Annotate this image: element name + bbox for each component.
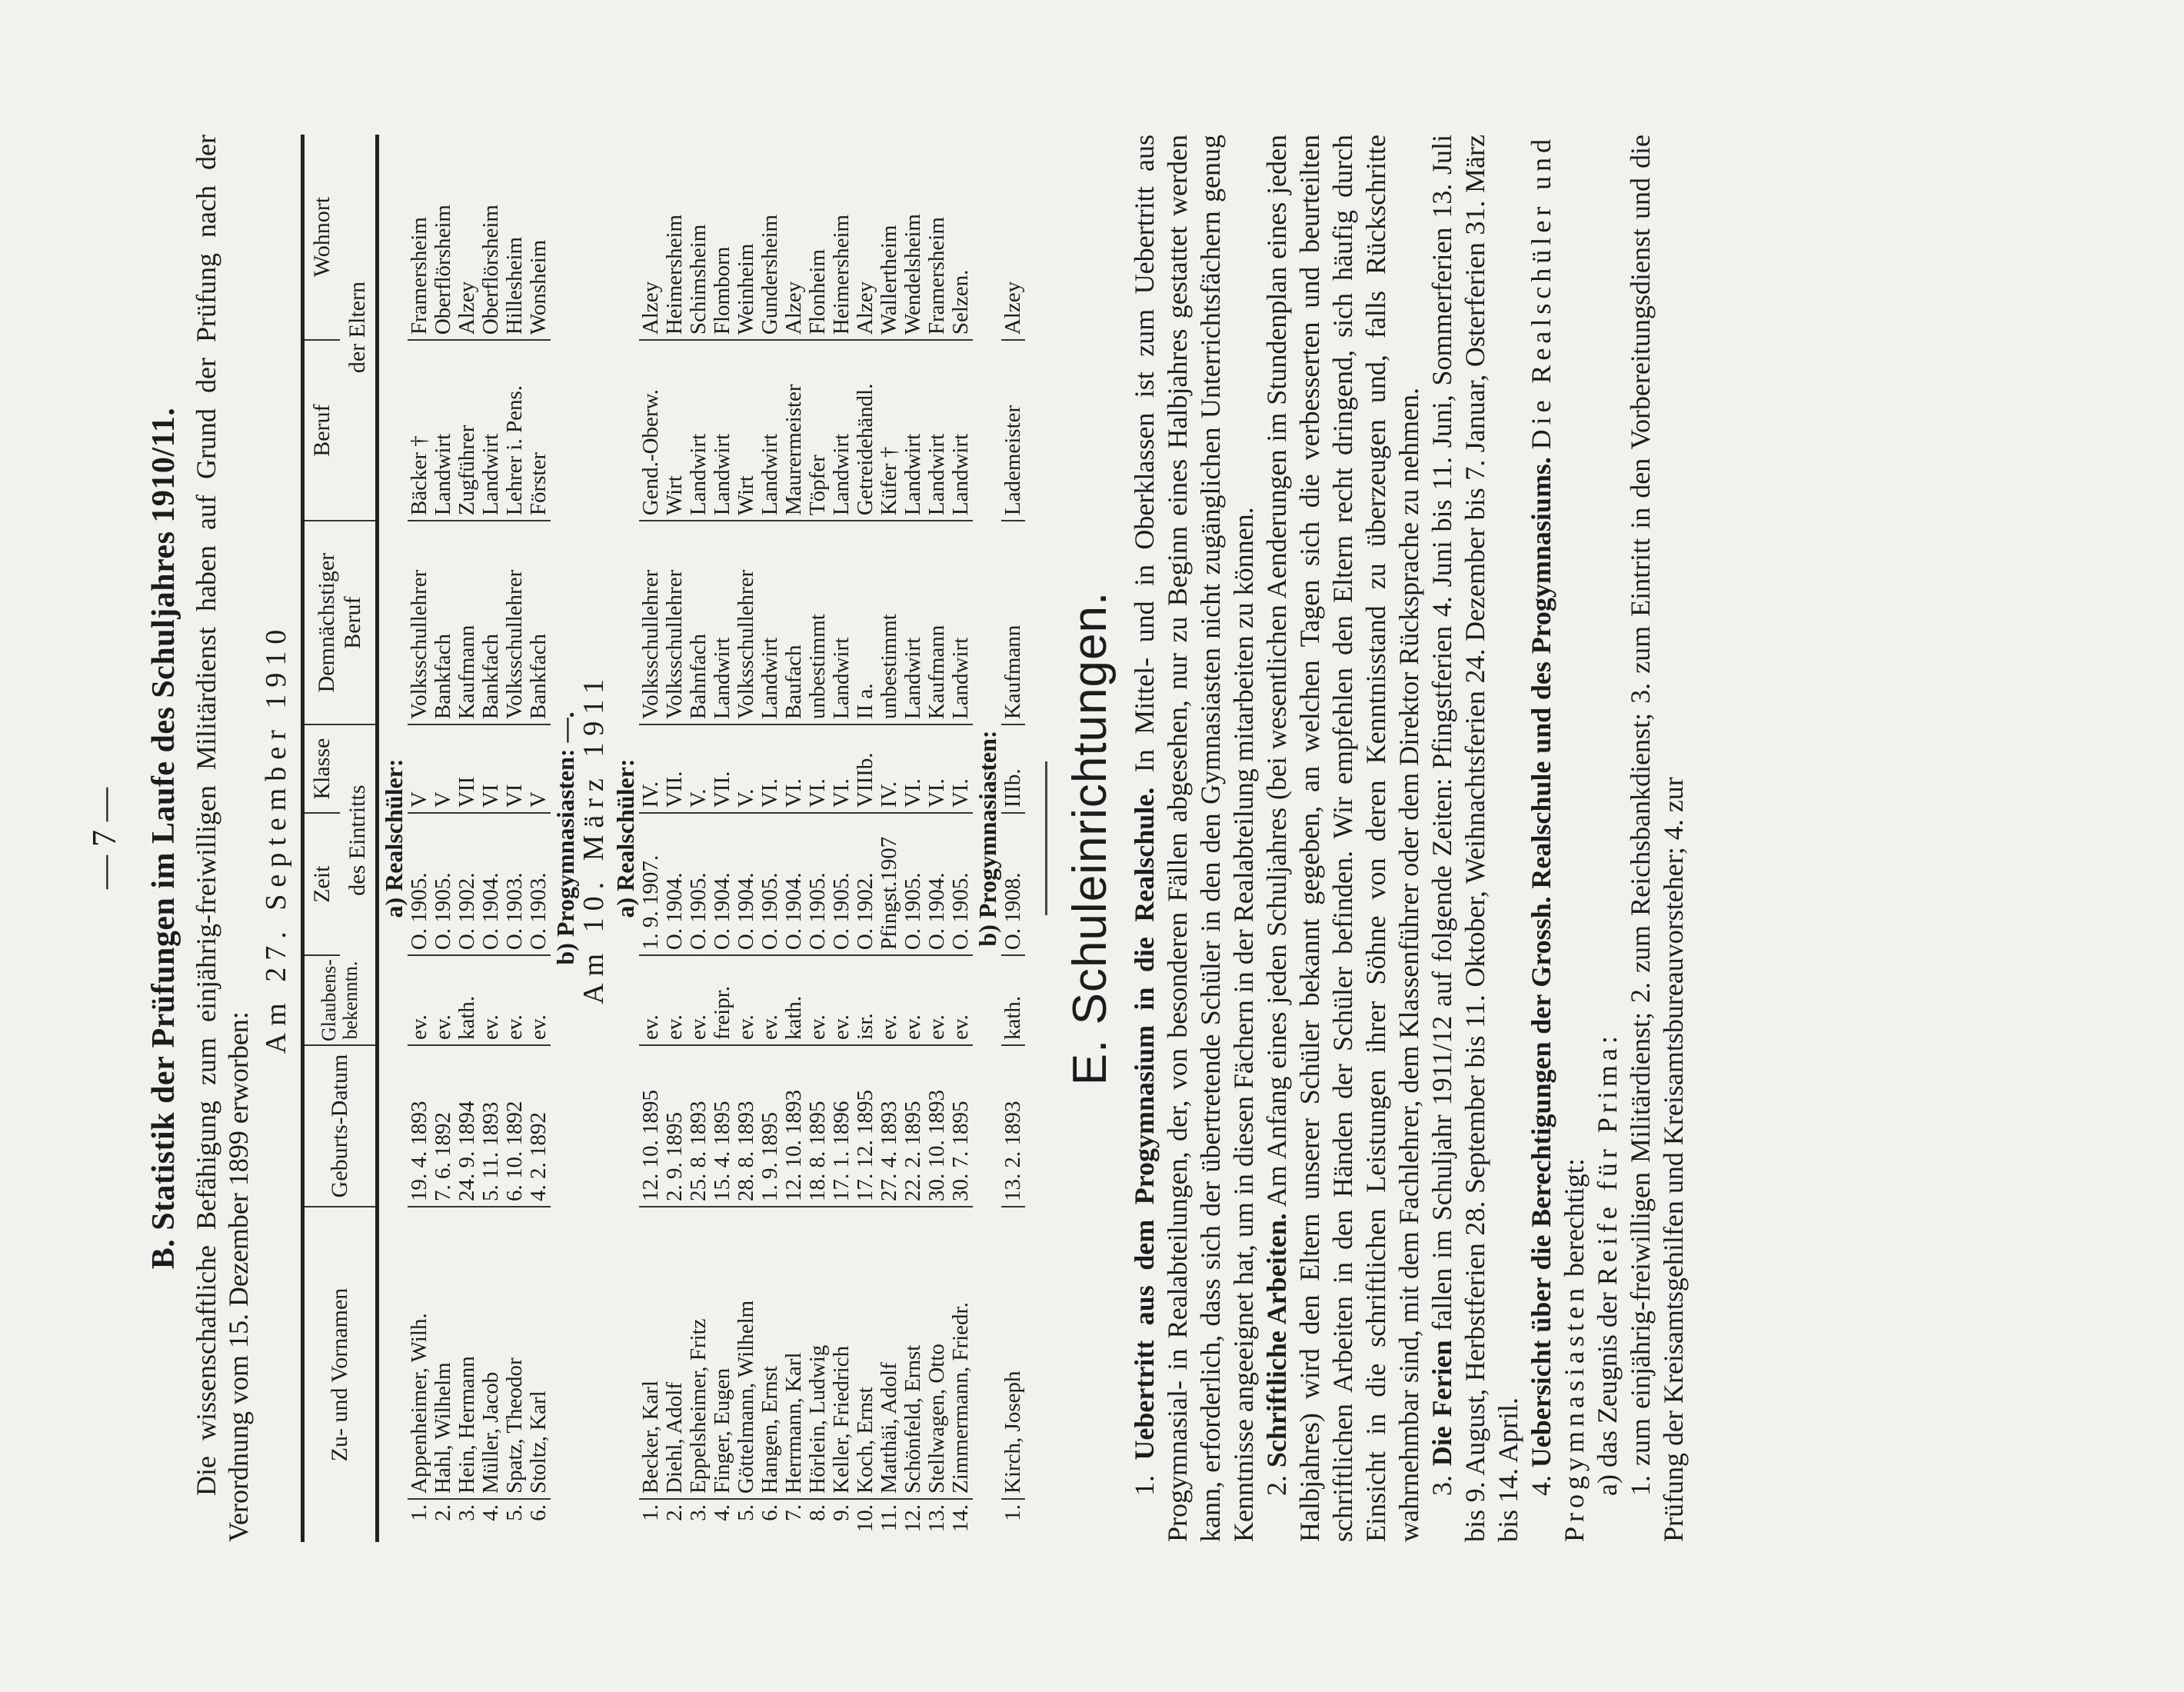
paragraph-2-title: Schriftliche Arbeiten. (1261, 1213, 1292, 1468)
header-name: Zu- und Vornamen (327, 1287, 352, 1462)
parent-profession: Wirt (734, 340, 758, 521)
entry-time: O. 1903. (527, 813, 551, 955)
birth-date: 13. 2. 1893 (1001, 1045, 1025, 1207)
student-name: Koch, Ernst (854, 1207, 877, 1499)
row-number: 8. (805, 1504, 830, 1521)
parent-profession: Töpfer (806, 340, 830, 521)
table-row (455, 135, 479, 1542)
row-number: 11. (877, 1504, 901, 1532)
parent-residence: Selzen. (949, 135, 973, 340)
student-name: Göttelmann, Wilhelm (734, 1207, 758, 1499)
row-number: 1. (1000, 1504, 1025, 1521)
parent-residence: Framersheim (925, 135, 949, 340)
parent-residence: Wendelsheim (901, 135, 925, 340)
future-profession: unbestimmt (877, 521, 901, 724)
religion: ev. (877, 955, 901, 1045)
parent-residence: Oberflörsheim (479, 135, 503, 340)
section-separator (1045, 761, 1047, 915)
group-3-rows (1001, 135, 1025, 1542)
parent-residence: Heimersheim (830, 135, 854, 340)
future-profession: Bahnfach (687, 521, 711, 724)
table-header-row (303, 135, 341, 1542)
row-number: 3. (686, 1504, 711, 1521)
table-row (901, 135, 925, 1542)
parent-profession: Landwirt (431, 340, 455, 521)
table-row (431, 135, 455, 1542)
header-job: Beruf (303, 340, 341, 521)
future-profession: Landwirt (758, 521, 782, 724)
paragraph-2-number: 2. (1261, 1475, 1292, 1496)
header-religion: Glaubens-bekenntn. (303, 955, 378, 1045)
future-profession: Landwirt (830, 521, 854, 724)
parent-residence: Framersheim (408, 135, 431, 340)
row-number: 9. (829, 1504, 854, 1521)
table-row (639, 135, 663, 1542)
parent-profession: Landwirt (830, 340, 854, 521)
parent-profession: Wirt (663, 340, 687, 521)
parent-profession: Landwirt (687, 340, 711, 521)
row-number: 13. (924, 1504, 949, 1533)
group-label-realschueler-2: a) Realschüler: (611, 758, 639, 918)
future-profession: Volksschullehrer (639, 521, 663, 724)
entry-class: VI. (949, 724, 973, 813)
entry-class: VI. (782, 724, 806, 813)
entry-time: O. 1908. (1001, 813, 1025, 955)
group-label-realschueler: a) Realschüler: (380, 758, 408, 918)
row-number: 1. (407, 1504, 431, 1521)
student-name: Keller, Friedrich (830, 1207, 854, 1499)
future-profession: II a. (854, 521, 877, 724)
parent-residence: Wonsheim (527, 135, 551, 340)
religion: ev. (663, 955, 687, 1045)
header-residence: Wohnort (303, 135, 341, 340)
student-name: Stoltz, Karl (527, 1207, 551, 1499)
entry-class: V (408, 724, 431, 813)
paragraph-2 (1260, 135, 1426, 1542)
entry-class: V (431, 724, 455, 813)
entry-class: V (527, 724, 551, 813)
paragraph-1-text: In Mittel- und in Oberklassen ist zum Uebertritt aus Progymnasial- in Realabteilungen, der, von besonderen Fällen abgesehen, nur zu Beginn eines Halbjahres gestattet werden kann, erforderlich, dass sich der übertretende Schüler in den den Gymnasiasten nicht zugänglichen Unterrichtsfächern genug Kenntnisse angeeignet hat, um in diesen Fächern in der Realabteilung mitarbeiten zu können. (1129, 134, 1259, 1542)
entry-class: IV. (877, 724, 901, 813)
table-row (479, 135, 503, 1542)
birth-date: 30. 7. 1895 (949, 1045, 973, 1207)
parent-profession: Bäcker † (408, 340, 431, 521)
parent-profession: Gend.-Oberw. (639, 340, 663, 521)
entry-class: V. (687, 724, 711, 813)
birth-date: 27. 4. 1893 (877, 1045, 901, 1207)
religion: ev. (687, 955, 711, 1045)
birth-date: 12. 10. 1895 (639, 1045, 663, 1207)
entry-class: V. (734, 724, 758, 813)
entry-class: VI. (806, 724, 830, 813)
row-number: 5. (734, 1504, 758, 1521)
entry-time: O. 1902. (854, 813, 877, 955)
table-row (711, 135, 734, 1542)
header-class: Klasse (303, 724, 341, 813)
entry-time: O. 1904. (734, 813, 758, 955)
section-e-title: E. Schuleinrichtungen. (1064, 591, 1117, 1086)
header-future-job: Demnächstiger Beruf (303, 521, 378, 724)
paragraph-4 (1525, 135, 1591, 1542)
student-name: Matthäi, Adolf (877, 1207, 901, 1499)
future-profession: unbestimmt (806, 521, 830, 724)
future-profession: Volksschullehrer (663, 521, 687, 724)
religion: freipr. (711, 955, 734, 1045)
row-number: 1. (638, 1504, 663, 1521)
parent-residence: Flonheim (806, 135, 830, 340)
parent-profession: Landwirt (758, 340, 782, 521)
table-row (949, 135, 973, 1542)
entry-class: IIIb. (1001, 724, 1025, 813)
page-number: — 7 — (85, 788, 123, 889)
future-profession: Volksschullehrer (734, 521, 758, 724)
religion: ev. (830, 955, 854, 1045)
parent-residence: Hillesheim (503, 135, 527, 340)
entry-class: IV. (639, 724, 663, 813)
parent-profession: Lehrer i. Pens. (503, 340, 527, 521)
future-profession: Bankfach (527, 521, 551, 724)
student-name: Hahl, Wilhelm (431, 1207, 455, 1499)
parent-profession: Zugführer (455, 340, 479, 521)
parent-residence: Flomborn (711, 135, 734, 340)
parent-profession: Landwirt (949, 340, 973, 521)
birth-date: 18. 8. 1895 (806, 1045, 830, 1207)
religion: ev. (503, 955, 527, 1045)
parent-residence: Alzey (782, 135, 806, 340)
entry-time: O. 1905. (830, 813, 854, 955)
exam-statistics-table (301, 135, 1025, 1542)
student-name: Hörlein, Ludwig (806, 1207, 830, 1499)
entry-time: O. 1905. (949, 813, 973, 955)
table-row (687, 135, 711, 1542)
paragraph-4-number: 4. (1526, 1475, 1556, 1496)
future-profession: Landwirt (711, 521, 734, 724)
parent-residence: Weinheim (734, 135, 758, 340)
parent-residence: Alzey (854, 135, 877, 340)
future-profession: Kaufmann (455, 521, 479, 724)
row-number: 5. (502, 1504, 527, 1521)
student-name: Herrmann, Karl (782, 1207, 806, 1499)
table-row (925, 135, 949, 1542)
row-number: 2. (431, 1504, 455, 1521)
row-number: 6. (526, 1504, 551, 1521)
parent-residence: Oberflörsheim (431, 135, 455, 340)
student-name: Hein, Hermann (455, 1207, 479, 1499)
header-birth: Geburts-Datum (303, 1045, 378, 1207)
religion: ev. (734, 955, 758, 1045)
entry-time: O. 1905. (431, 813, 455, 955)
entry-class: VI. (830, 724, 854, 813)
group-label-progymnasiasten-none: b) Progymnasiasten: —. (551, 711, 579, 965)
header-entry: des Eintritts (345, 784, 370, 896)
religion: ev. (925, 955, 949, 1045)
table-row (806, 135, 830, 1542)
paragraph-4-title: Uebersicht über die Berechtigungen der Grossh. Realschule und des Progymnasiums. (1526, 457, 1556, 1468)
future-profession: Landwirt (901, 521, 925, 724)
religion: isr. (854, 955, 877, 1045)
birth-date: 2. 9. 1895 (663, 1045, 687, 1207)
table-row (663, 135, 687, 1542)
table-row (877, 135, 901, 1542)
parent-profession: Maurermeister (782, 340, 806, 521)
birth-date: 25. 8. 1893 (687, 1045, 711, 1207)
religion: kath. (455, 955, 479, 1045)
birth-date: 19. 4. 1893 (408, 1045, 431, 1207)
birth-date: 12. 10. 1893 (782, 1045, 806, 1207)
paragraph-3-text: fallen im Schuljahr 1911/12 auf folgende Zeiten: Pfingstferien 4. Juni bis 11. Juni, Sommerferien 13. Juli bis 9. August, Herbstferien 28. September bis 11. Oktober, Weihnachtsferien 24. Dezember bis 7. Januar, Osterferien 31. März bis 14. April. (1427, 134, 1523, 1542)
table-row (734, 135, 758, 1542)
future-profession: Kaufmann (1001, 521, 1025, 724)
paragraph-3 (1426, 135, 1525, 1542)
parent-profession: Küfer † (877, 340, 901, 521)
entry-time: O. 1905. (687, 813, 711, 955)
paragraph-2-text: Am Anfang eines jeden Schuljahres (bei wesentlichen Aenderungen im Stundenplan eines jeden Halbjahres) wird den Eltern unserer Schüler bekannt gegeben, an welchen Tagen sich die verbesserten und beurteilten schriftlichen Arbeiten in den Händen der Schüler befinden. Wir empfehlen den Eltern recht dringend, sich häufig durch Einsicht in die schriftlichen Leistungen ihrer Söhne von deren Kenntnisstand zu überzeugen und, falls Rückschritte wahrnehmbar sind, mit dem Fachlehrer, dem Klassenführer oder dem Direktor Rücksprache zu nehmen. (1261, 135, 1424, 1542)
entry-time: O. 1905. (408, 813, 431, 955)
row-number: 2. (662, 1504, 687, 1521)
religion: ev. (431, 955, 455, 1045)
entry-time: O. 1904. (782, 813, 806, 955)
religion: ev. (806, 955, 830, 1045)
parent-residence: Wallertheim (877, 135, 901, 340)
paragraph-4a-1: 1. zum einjährig-freiwilligen Militärdienst; 2. zum Reichsbankdienst; 3. zum Eintritt in den Vorbereitungsdienst und die Prüfung der Kreisamtsgehilfen und Kreisamtsbureauvorsteher; 4. zur (1625, 135, 1689, 1542)
future-profession: Bankfach (431, 521, 455, 724)
table-row (1001, 135, 1025, 1542)
student-name: Hangen, Ernst (758, 1207, 782, 1499)
entry-time: O. 1905. (901, 813, 925, 955)
future-profession: Bankfach (479, 521, 503, 724)
birth-date: 1. 9. 1895 (758, 1045, 782, 1207)
section-b-heading: B. Statistik der Prüfungen im Laufe des Schuljahres 1910/11. (146, 407, 181, 1270)
entry-time: O. 1905. (806, 813, 830, 955)
religion: ev. (527, 955, 551, 1045)
group-2-rows (639, 135, 973, 1542)
student-name: Kirch, Joseph (1001, 1207, 1025, 1499)
paragraph-4-text: berechtigt: (1559, 1158, 1590, 1277)
row-number: 4. (710, 1504, 734, 1521)
parent-profession: Förster (527, 340, 551, 521)
group-1-rows (408, 135, 551, 1542)
entry-time: O. 1902. (455, 813, 479, 955)
birth-date: 6. 10. 1892 (503, 1045, 527, 1207)
religion: ev. (758, 955, 782, 1045)
table-row (830, 135, 854, 1542)
entry-class: VIIIb. (854, 724, 877, 813)
birth-date: 4. 2. 1892 (527, 1045, 551, 1207)
exam-date-1: Am 27. September 1910 (260, 622, 292, 1054)
student-name: Appenheimer, Wilh. (408, 1207, 431, 1499)
row-number: 4. (478, 1504, 503, 1521)
row-number: 3. (454, 1504, 479, 1521)
table-row (527, 135, 551, 1542)
birth-date: 15. 4. 1895 (711, 1045, 734, 1207)
student-name: Becker, Karl (639, 1207, 663, 1499)
entry-class: VI (479, 724, 503, 813)
parent-profession: Landwirt (479, 340, 503, 521)
paragraph-3-title: Die Ferien (1427, 1340, 1457, 1467)
header-parents: der Eltern (340, 135, 378, 521)
student-name: Finger, Eugen (711, 1207, 734, 1499)
row-number: 6. (757, 1504, 782, 1521)
student-name: Diehl, Adolf (663, 1207, 687, 1499)
religion: ev. (639, 955, 663, 1045)
birth-date: 28. 8. 1893 (734, 1045, 758, 1207)
parent-profession: Landwirt (901, 340, 925, 521)
parent-profession: Lademeister (1001, 340, 1025, 521)
birth-date: 17. 1. 1896 (830, 1045, 854, 1207)
entry-time: O. 1904. (663, 813, 687, 955)
student-name: Zimmermann, Friedr. (949, 1207, 973, 1499)
header-time: Zeit (303, 813, 341, 955)
row-number: 14. (948, 1504, 973, 1533)
religion: ev. (408, 955, 431, 1045)
birth-date: 7. 6. 1892 (431, 1045, 455, 1207)
paragraph-3-number: 3. (1427, 1475, 1457, 1496)
entry-class: VII. (711, 724, 734, 813)
entry-class: VI (503, 724, 527, 813)
paragraph-1-title: Uebertritt aus dem Progymnasium in die Realschule. (1129, 787, 1160, 1461)
parent-residence: Alzey (639, 135, 663, 340)
entry-time: O. 1905. (758, 813, 782, 955)
future-profession: Landwirt (949, 521, 973, 724)
parent-residence: Schimsheim (687, 135, 711, 340)
religion: kath. (1001, 955, 1025, 1045)
section-b-intro: Die wissenschaftliche Befähigung zum einjährig-freiwilligen Militärdienst haben auf Grund der Prüfung nach der Verordnung vom 15. Dezember 1899 erworben: (191, 135, 254, 1542)
future-profession: Baufach (782, 521, 806, 724)
parent-residence: Heimersheim (663, 135, 687, 340)
entry-class: VI. (901, 724, 925, 813)
parent-residence: Gundersheim (758, 135, 782, 340)
future-profession: Kaufmann (925, 521, 949, 724)
entry-time: O. 1904. (711, 813, 734, 955)
student-name: Müller, Jacob (479, 1207, 503, 1499)
birth-date: 5. 11. 1893 (479, 1045, 503, 1207)
religion: ev. (901, 955, 925, 1045)
future-profession: Volksschullehrer (503, 521, 527, 724)
religion: ev. (949, 955, 973, 1045)
row-number: 10. (853, 1504, 877, 1533)
parent-profession: Landwirt (925, 340, 949, 521)
table-row (408, 135, 431, 1542)
parent-residence: Alzey (1001, 135, 1025, 340)
entry-time: 1. 9. 1907. (639, 813, 663, 955)
religion: kath. (782, 955, 806, 1045)
group-label-progymnasiasten: b) Progymnasiasten: (974, 730, 1001, 947)
parent-profession: Landwirt (711, 340, 734, 521)
table-row (854, 135, 877, 1542)
paragraph-4-spaced: Die Realschüler und Progymnasiasten (1526, 135, 1590, 1542)
birth-date: 24. 9. 1894 (455, 1045, 479, 1207)
entry-class: VII (455, 724, 479, 813)
birth-date: 17. 12. 1895 (854, 1045, 877, 1207)
entry-time: Pfingst.1907 (877, 813, 901, 955)
table-row (782, 135, 806, 1542)
table-row (758, 135, 782, 1542)
birth-date: 22. 2. 1895 (901, 1045, 925, 1207)
entry-class: VI. (925, 724, 949, 813)
student-name: Spatz, Theodor (503, 1207, 527, 1499)
paragraph-4a-pre: a) das Zeugnis der (1592, 1292, 1623, 1496)
paragraph-4a (1591, 135, 1624, 1542)
entry-class: VI. (758, 724, 782, 813)
entry-time: O. 1903. (503, 813, 527, 955)
paragraph-1-number: 1. (1129, 1475, 1160, 1496)
future-profession: Volksschullehrer (408, 521, 431, 724)
row-number: 7. (781, 1504, 806, 1521)
paragraph-1 (1128, 135, 1260, 1542)
student-name: Schönfeld, Ernst (901, 1207, 925, 1499)
exam-date-2: Am 10. März 1911 (578, 672, 610, 1004)
paragraph-4a-spaced: Reife für Prima: (1592, 1031, 1623, 1286)
table-row (503, 135, 527, 1542)
religion: ev. (479, 955, 503, 1045)
parent-profession: Getreidehändl. (854, 340, 877, 521)
entry-class: VII. (663, 724, 687, 813)
entry-time: O. 1904. (925, 813, 949, 955)
birth-date: 30. 10. 1893 (925, 1045, 949, 1207)
entry-time: O. 1904. (479, 813, 503, 955)
student-name: Eppelsheimer, Fritz (687, 1207, 711, 1499)
parent-residence: Alzey (455, 135, 479, 340)
row-number: 12. (901, 1504, 925, 1533)
student-name: Stellwagen, Otto (925, 1207, 949, 1499)
